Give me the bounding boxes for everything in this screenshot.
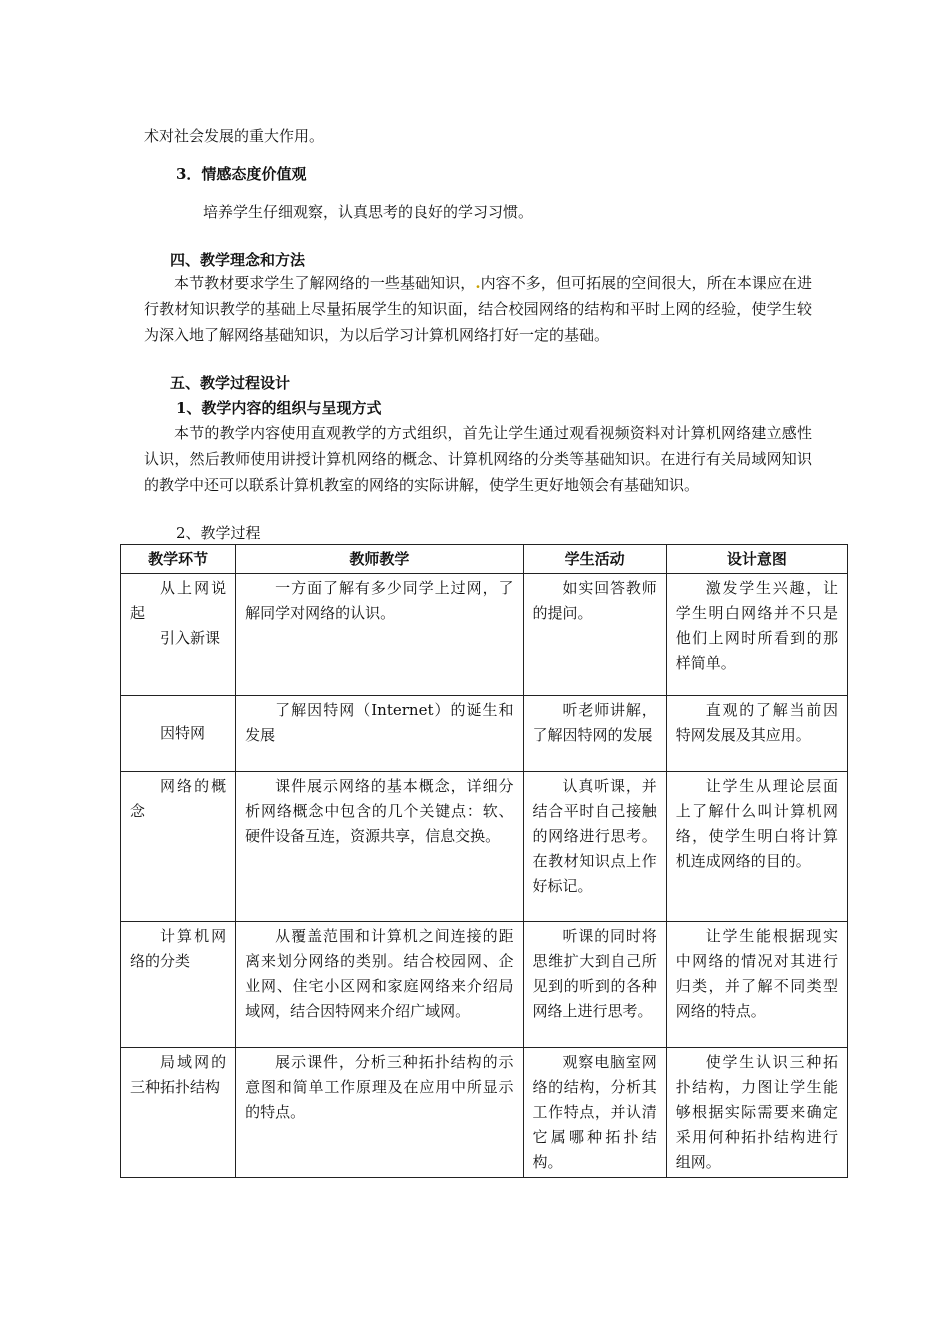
section5-sub1-heading: 1、教学内容的组织与呈现方式 [176, 399, 382, 417]
section4-body-part-a: 本节教材要求学生了解网络的一些基础知识， [174, 274, 476, 292]
header-teacher: 教师教学 [236, 545, 523, 574]
table-row [121, 574, 848, 696]
student-cell: 听课的同时将思维扩大到自己所见到的听到的各种网络上进行思考。 [523, 922, 666, 1048]
table-row [121, 772, 848, 922]
teacher-cell: 展示课件，分析三种拓扑结构的示意图和简单工作原理及在应用中所显示的特点。 [236, 1048, 523, 1178]
section5-sub1-body: 本节的教学内容使用直观教学的方式组织，首先让学生通过观看视频资料对计算机网络建立感性认识，然后教师使用讲授计算机网络的概念、计算机网络的分类等基础知识。在进行有关局域网知识的教学中还可以联系计算机教室的网络的实际讲解，使学生更好地领会有基础知识。 [144, 424, 812, 494]
intent-cell: 激发学生兴趣，让学生明白网络并不只是他们上网时所看到的那样简单。 [666, 574, 847, 696]
teacher-cell: 一方面了解有多少同学上过网，了解同学对网络的认识。 [236, 574, 523, 696]
intent-cell: 让学生从理论层面上了解什么叫计算机网络，使学生明白将计算机连成网络的目的。 [666, 772, 847, 922]
teacher-cell: 了解因特网（Internet）的诞生和发展 [236, 696, 523, 772]
table-row [121, 696, 848, 772]
table-row [121, 922, 848, 1048]
section4-body [144, 270, 812, 348]
section4-stray-dot: . [475, 274, 481, 292]
section3-body: 培养学生仔细观察，认真思考的良好的学习习惯。 [203, 203, 534, 221]
student-cell: 观察电脑室网络的结构，分析其工作特点，并认清它属哪种拓扑结构。 [523, 1048, 666, 1178]
intent-cell: 直观的了解当前因特网发展及其应用。 [666, 696, 847, 772]
section5-heading: 五、教学过程设计 [170, 374, 291, 392]
stage-cell: 因特网 [121, 696, 236, 772]
stage-cell: 计算机网络的分类 [121, 922, 236, 1048]
stage-cell [121, 574, 236, 696]
table-header-row [121, 545, 848, 574]
teaching-process-table [120, 544, 848, 1178]
stage-cell: 网络的概念 [121, 772, 236, 922]
stage-cell: 局域网的三种拓扑结构 [121, 1048, 236, 1178]
section5-sub2-heading: 2、教学过程 [176, 524, 261, 542]
teacher-cell: 从覆盖范围和计算机之间连接的距离来划分网络的类别。结合校园网、企业网、住宅小区网和家庭网络来介绍局域网，结合因特网来介绍广域网。 [236, 922, 523, 1048]
student-cell: 认真听课，并结合平时自己接触的网络进行思考。在教材知识点上作好标记。 [523, 772, 666, 922]
teacher-cell: 课件展示网络的基本概念，详细分析网络概念中包含的几个关键点：软、硬件设备互连，资源共享，信息交换。 [236, 772, 523, 922]
intro-tail-text: 术对社会发展的重大作用。 [144, 127, 325, 145]
student-cell: 如实回答教师的提问。 [523, 574, 666, 696]
section4-heading: 四、教学理念和方法 [170, 251, 306, 269]
stage-line-b: 引入新课 [160, 629, 221, 647]
header-intent: 设计意图 [666, 545, 847, 574]
stage-line-a: 从上网说起 [130, 579, 227, 622]
header-stage: 教学环节 [121, 545, 236, 574]
intent-cell: 让学生能根据现实中网络的情况对其进行归类，并了解不同类型网络的特点。 [666, 922, 847, 1048]
section4-body-part-b: 内容不多，但可拓展的空间很大，所在本课应在进行教材知识教学的基础上尽量拓展学生的知识面，结合校园网络的结构和平时上网的经验，使学生较为深入地了解网络基础知识，为以后学习计算机网络打好一定的基础。 [144, 274, 812, 344]
student-cell: 听老师讲解，了解因特网的发展 [523, 696, 666, 772]
table-row [121, 1048, 848, 1178]
intent-cell: 使学生认识三种拓扑结构，力图让学生能够根据实际需要来确定采用何种拓扑结构进行组网。 [666, 1048, 847, 1178]
section3-heading: 3．情感态度价值观 [176, 165, 307, 183]
header-student: 学生活动 [523, 545, 666, 574]
